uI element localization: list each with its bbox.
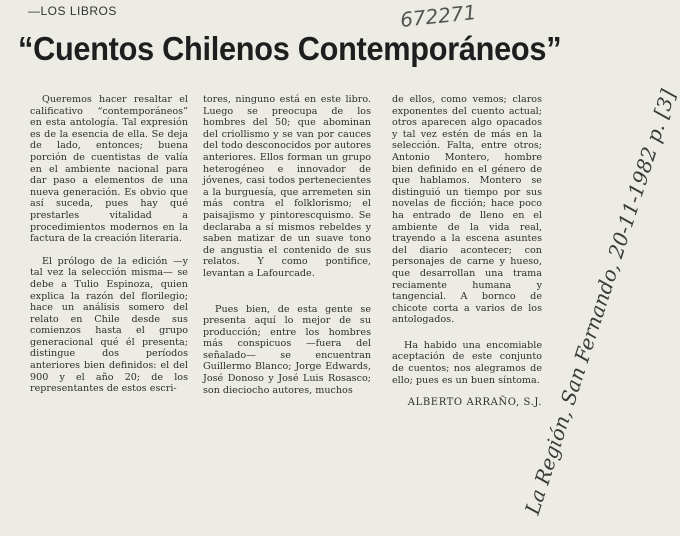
paragraph: Pues bien, de esta gente se presenta aquí lo mejor de su producción; entre los hombres más conspicuos —fuera del señalado— se encuentran Guillermo Blanco; Jorge Edwards, José Donoso y José Luis Rosasco; son dieciocho autores, muchos [203,303,371,396]
article-column-1 [30,94,188,406]
handwritten-source-note: La Región, San Fernando, 20-11-1982 p. [3] [520,86,680,518]
paragraph: Ha habido una encomiable aceptación de este conjunto de cuentos; nos alegramos de ello; pues es un buen síntoma. [392,339,542,386]
article-column-3 [392,94,542,409]
article-headline: “Cuentos Chilenos Contemporáneos” [18,30,562,67]
paragraph: de ellos, como vemos; claros exponentes del cuento actual; otros aparecen algo opacados y tal vez estén de más en la selección. Falta, entre otros; Antonio Montero, hombre bien definido en el género de que hablamos. Montero se distinguió un tiempo por sus novelas de ficción; hace poco ha entrado de lleno en el ambiente de la vida real, trayendo a la escena asuntes del diario acontecer; con personajes de carne y hueso, que desarrollan una trama reciamente humana y tangencial. A bornco de chicote corta a varios de los antologados. [392,94,542,326]
paragraph: El prólogo de la edición —y tal vez la selección misma— se debe a Tulio Espinoza, quien explica la razón del florilegio; hace un análisis somero del relato en Chile desde sus comienzos hasta el grupo generacional qué él presenta; distingue dos períodos anteriores bien definidos: el del 900 y el año 20; de los representantes de estos escri- [30,255,188,395]
section-label: —LOS LIBROS [28,4,117,18]
article-column-2 [203,94,371,407]
paragraph: Queremos hacer resaltar el calificativo “contemporáneos” en esta antología. Tal expresión es de la esencia de ella. Se deja de lado, entonces; buena porción de cuentistas de valía en el ambiente nacional para dar paso a elementos de una nueva generación. Es obvio que así suceda, pues hay qué prestarles vitalidad a procedimientos modernos en la factura de la creación literaria. [30,94,188,245]
author-byline: ALBERTO ARRAÑO, S.J. [407,397,542,409]
paragraph: tores, ninguno está en este libro. Luego se preocupa de los hombres del 50; que abominan del criollismo y se van por cauces del todo desconocidos por autores anteriores. Ellos forman un grupo heterogéneo e innovador de jóvenes, casi todos pertenecientes a la burguesía, que arremeten sin más contra el folklorismo; el paisajismo y pintorescquismo. Se declaraba a sí mismos rebeldes y saben matizar de un suave tono de angustia el contenido de sus relatos. Y como pontifice, levantan a Lafourcade. [203,94,371,279]
archive-number-stamp: 672271 [398,0,478,32]
